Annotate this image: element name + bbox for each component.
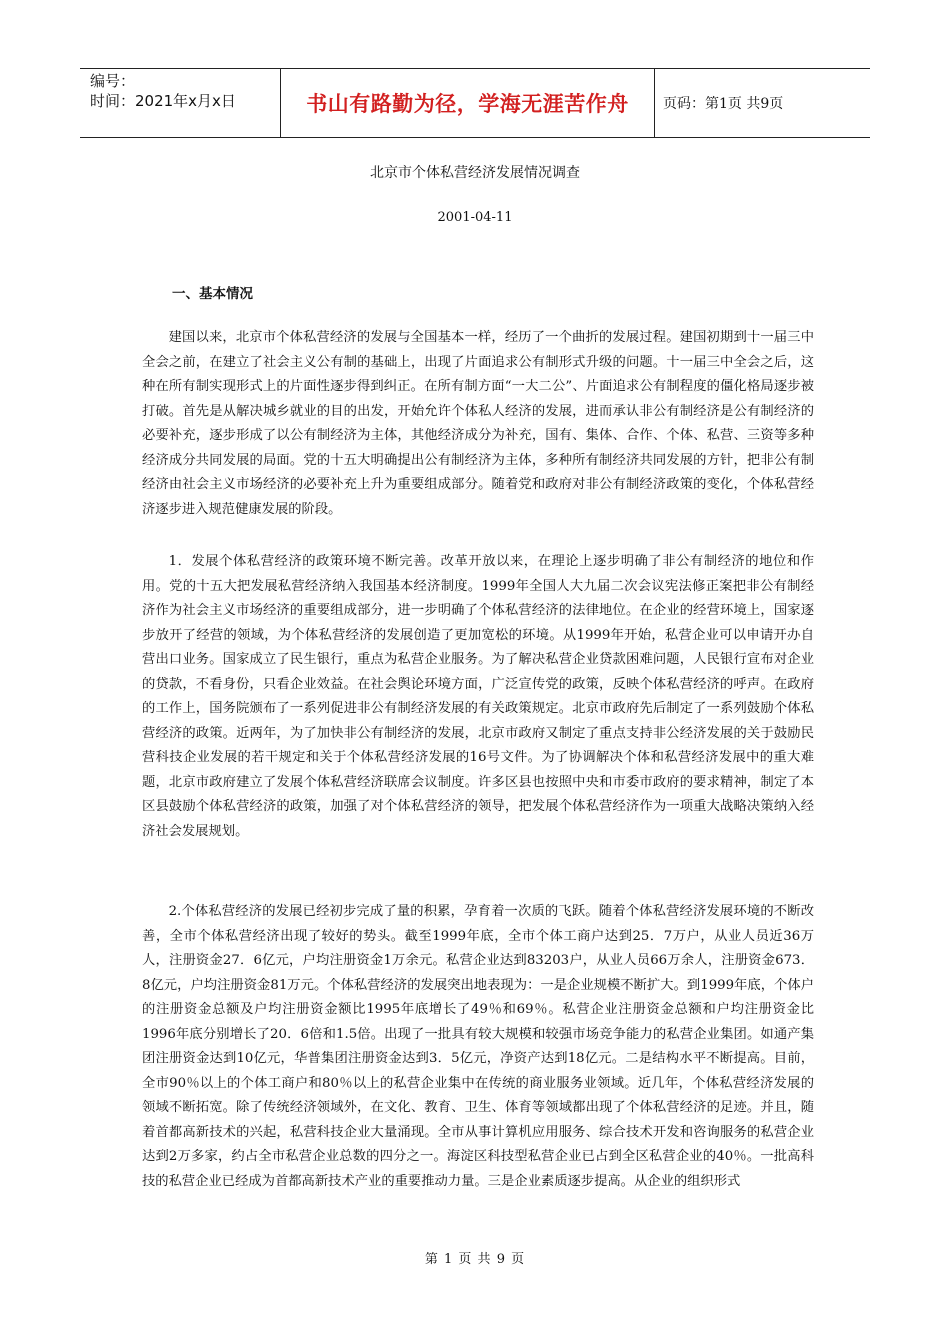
page-footer: 第 1 页 共 9 页 — [424, 1252, 526, 1267]
paragraph: 2.个体私营经济的发展已经初步完成了量的积累，孕育着一次质的飞跃。随着个体私营经济发展环境的不断改善，全市个体私营经济出现了较好的势头。截至1999年底，全市个体工商户达到25．7万户，从业人员近36万人，注册资金27．6亿元，户均注册资金1万余元。私营企业达到83203户，从业人员66万余人，注册资金673．8亿元，户均注册资金81万元。个体私营经济的发展突出地表现为：一是企业规模不断扩大。到1999年底，个体户的注册资金总额及户均注册资金额比1995年底增长了49％和69％。私营企业注册资金总额和户均注册资金比1996年底分别增长了20．6倍和1.5倍。出现了一批具有较大规模和较强市场竞争能力的私营企业集团。如通产集团注册资金达到10亿元，华普集团注册资金达到3．5亿元，净资产达到18亿元。二是结构水平不断提高。目前，全市90％以上的个体工商户和80％以上的私营企业集中在传统的商业服务业领域。近几年，个体私营经济发展的领域不断拓宽。除了传统经济领域外，在文化、教育、卫生、体育等领域都出现了个体私营经济的足迹。并且，随着首都高新技术的兴起，私营科技企业大量涌现。全市从事计算机应用服务、综合技术开发和咨询服务的私营企业达到2万多家，约占全市私营企业总数的四分之一。海淀区科技型私营企业已占到全区私营企业的40％。一批高科技的私营企业已经成为首都高新技术产业的重要推动力量。三是企业素质逐步提高。从企业的组织形式 — [142, 904, 814, 1189]
code-label: 编号： — [90, 72, 136, 90]
document-title: 北京市个体私营经济发展情况调查 — [370, 165, 580, 181]
paragraph: 建国以来，北京市个体私营经济的发展与全国基本一样，经历了一个曲折的发展过程。建国初期到十一届三中全会之前，在建立了社会主义公有制的基础上，出现了片面追求公有制形式升级的问题。十一届三中全会之后，这种在所有制实现形式上的片面性逐步得到纠正。在所有制方面“一大二公”、片面追求公有制程度的僵化格局逐步被打破。首先是从解决城乡就业的目的出发，开始允许个体私人经济的发展，进而承认非公有制经济是公有制经济的必要补充，逐步形成了以公有制经济为主体，其他经济成分为补充，国有、集体、合作、个体、私营、三资等多种经济成分共同发展的局面。党的十五大明确提出公有制经济为主体，多种所有制经济共同发展的方针，把非公有制经济由社会主义市场经济的必要补充上升为重要组成部分。随着党和政府对非公有制经济政策的变化，个体私营经济逐步进入规范健康发展的阶段。 — [142, 330, 814, 517]
time-line: 时间：2021年x月x日 — [90, 92, 236, 110]
document-date: 2001-04-11 — [437, 210, 513, 225]
paragraph: 1．发展个体私营经济的政策环境不断完善。改革开放以来，在理论上逐步明确了非公有制经济的地位和作用。党的十五大把发展私营经济纳入我国基本经济制度。1999年全国人大九届二次会议宪法修正案把非公有制经济作为社会主义市场经济的重要组成部分，进一步明确了个体私营经济的法律地位。在企业的经营环境上，国家逐步放开了经营的领域，为个体私营经济的发展创造了更加宽松的环境。从1999年开始，私营企业可以申请开办自营出口业务。国家成立了民生银行，重点为私营企业服务。为了解决私营企业贷款困难问题，人民银行宣布对企业的贷款，不看身份，只看企业效益。在社会舆论环境方面，广泛宣传党的政策，反映个体私营经济的呼声。在政府的工作上，国务院颁布了一系列促进非公有制经济发展的有关政策规定。北京市政府先后制定了一系列鼓励个体私营经济的政策。近两年，为了加快非公有制经济的发展，北京市政府又制定了重点支持非公经济发展的关于鼓励民营科技企业发展的若干规定和关于个体私营经济发展的16号文件。为了协调解决个体和私营经济发展中的重大难题，北京市政府建立了发展个体私营经济联席会议制度。许多区县也按照中央和市委市政府的要求精神，制定了本区县鼓励个体私营经济的政策，加强了对个体私营经济的领导，把发展个体私营经济作为一项重大战略决策纳入经济社会发展规划。 — [142, 554, 814, 839]
section-heading: 一、基本情况 — [172, 286, 253, 302]
header-meta — [80, 69, 280, 137]
header-motto: 书山有路勤为径，学海无涯苦作舟 — [280, 69, 655, 137]
document-header — [80, 68, 870, 138]
header-page-info: 页码：第1页 共9页 — [663, 96, 784, 112]
